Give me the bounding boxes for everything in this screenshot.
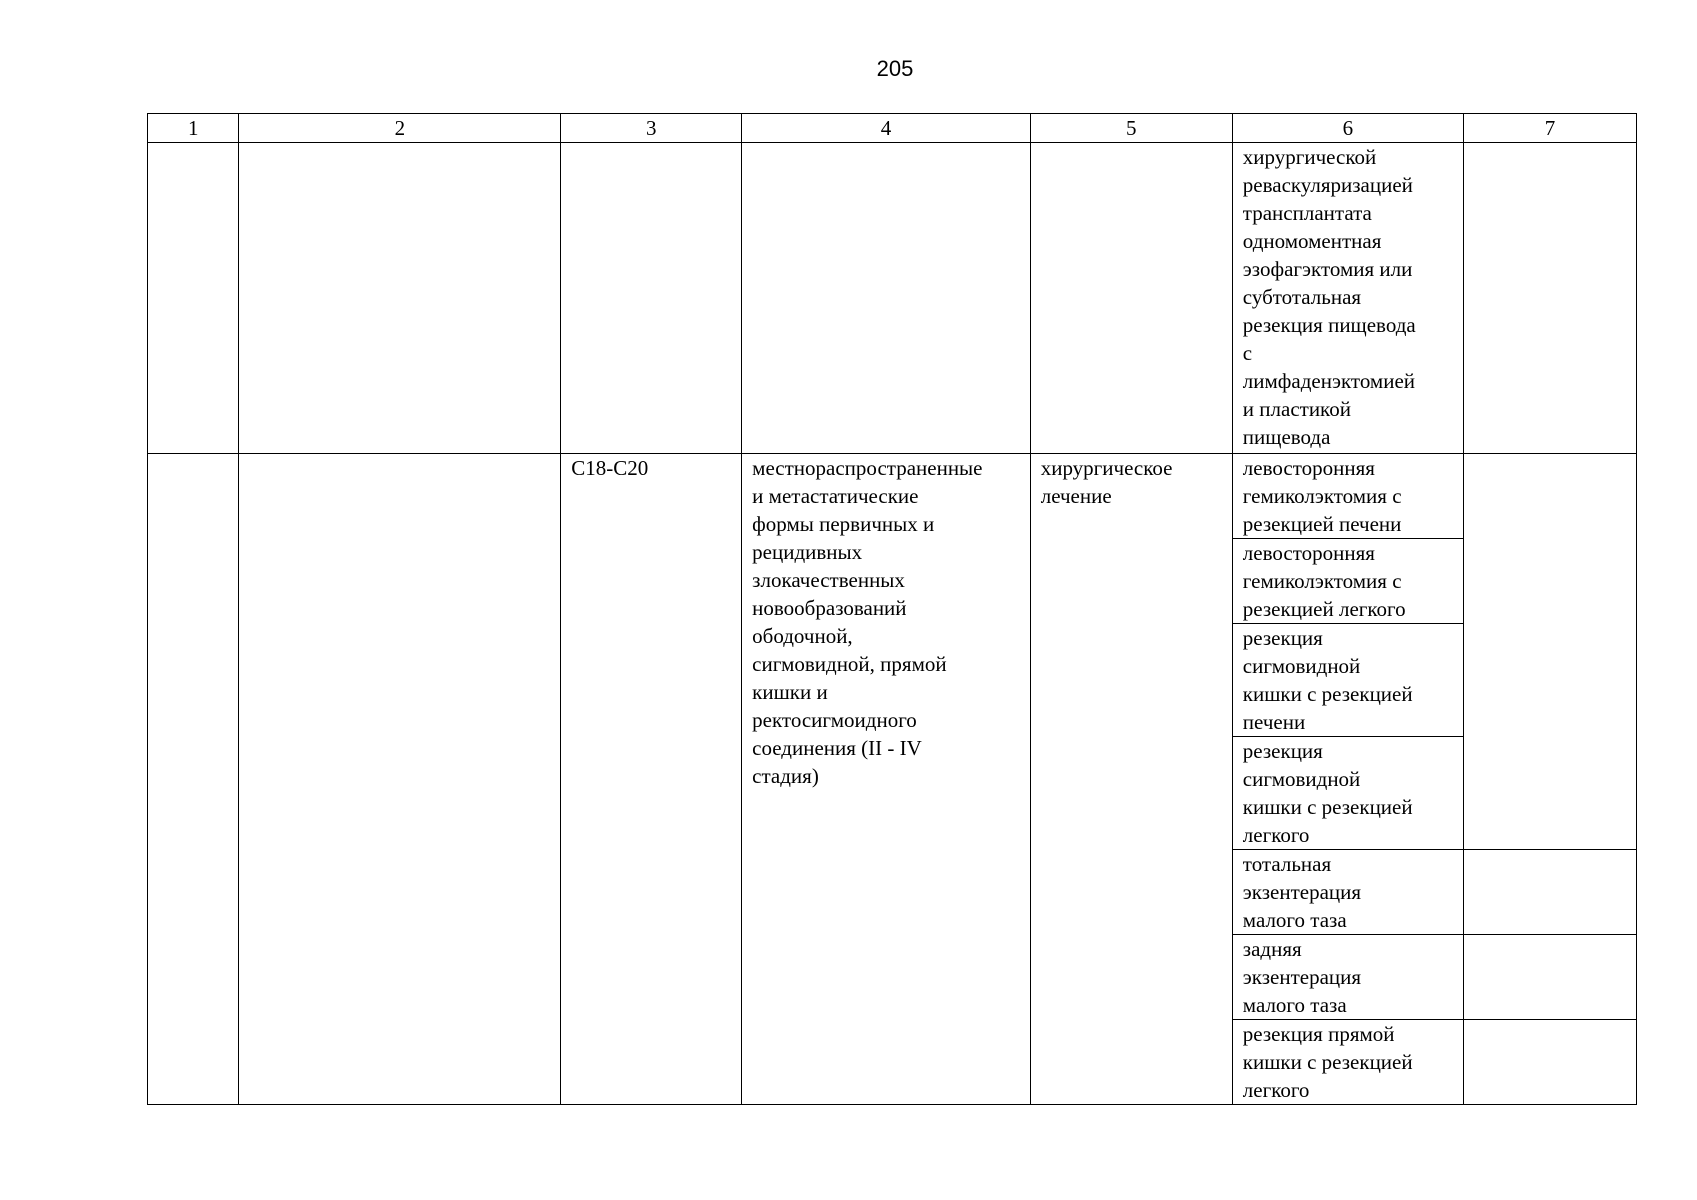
cell-empty	[1464, 935, 1637, 1020]
procedure-cell: резекция сигмовидной кишки с резекцией легкого	[1232, 737, 1463, 850]
cell-empty	[1030, 143, 1232, 454]
header-col-6: 6	[1232, 114, 1463, 143]
procedure-cell: тотальная экзентерация малого таза	[1232, 850, 1463, 935]
header-row	[148, 114, 1637, 143]
procedure-cell: задняя экзентерация малого таза	[1232, 935, 1463, 1020]
header-col-7: 7	[1464, 114, 1637, 143]
diagnosis-cell: местнораспространенные и метастатические формы первичных и рецидивных злокачественных новообразований ободочной, сигмовидной, прямой кишки и ректосигмоидного соединения (II - IV стадия)	[742, 454, 1031, 1105]
header-col-3: 3	[561, 114, 742, 143]
procedure-cell: хирургической реваскуляризацией трансплантата одномоментная эзофагэктомия или субтотальная резекция пищевода с лимфаденэктомией и пластикой пищевода	[1232, 143, 1463, 454]
procedure-cell: левосторонняя гемиколэктомия с резекцией легкого	[1232, 539, 1463, 624]
header-col-4: 4	[742, 114, 1031, 143]
header-col-5: 5	[1030, 114, 1232, 143]
cell-empty	[148, 143, 239, 454]
cell-empty	[742, 143, 1031, 454]
cell-empty	[1464, 850, 1637, 935]
header-col-2: 2	[239, 114, 561, 143]
page-number: 205	[876, 56, 914, 81]
table-row	[148, 454, 1637, 539]
procedure-cell: левосторонняя гемиколэктомия с резекцией печени	[1232, 454, 1463, 539]
header-col-1: 1	[148, 114, 239, 143]
icd-code-cell: C18-C20	[561, 454, 742, 1105]
procedure-cell: резекция сигмовидной кишки с резекцией печени	[1232, 624, 1463, 737]
cell-empty	[148, 454, 239, 1105]
procedure-cell: резекция прямой кишки с резекцией легкого	[1232, 1020, 1463, 1105]
cell-empty	[561, 143, 742, 454]
cell-empty	[239, 454, 561, 1105]
cell-empty	[1464, 454, 1637, 850]
treatment-table	[147, 113, 1637, 1105]
table-row	[148, 143, 1637, 454]
cell-empty	[1464, 143, 1637, 454]
treatment-type-cell: хирургическое лечение	[1030, 454, 1232, 1105]
cell-empty	[1464, 1020, 1637, 1105]
cell-empty	[239, 143, 561, 454]
